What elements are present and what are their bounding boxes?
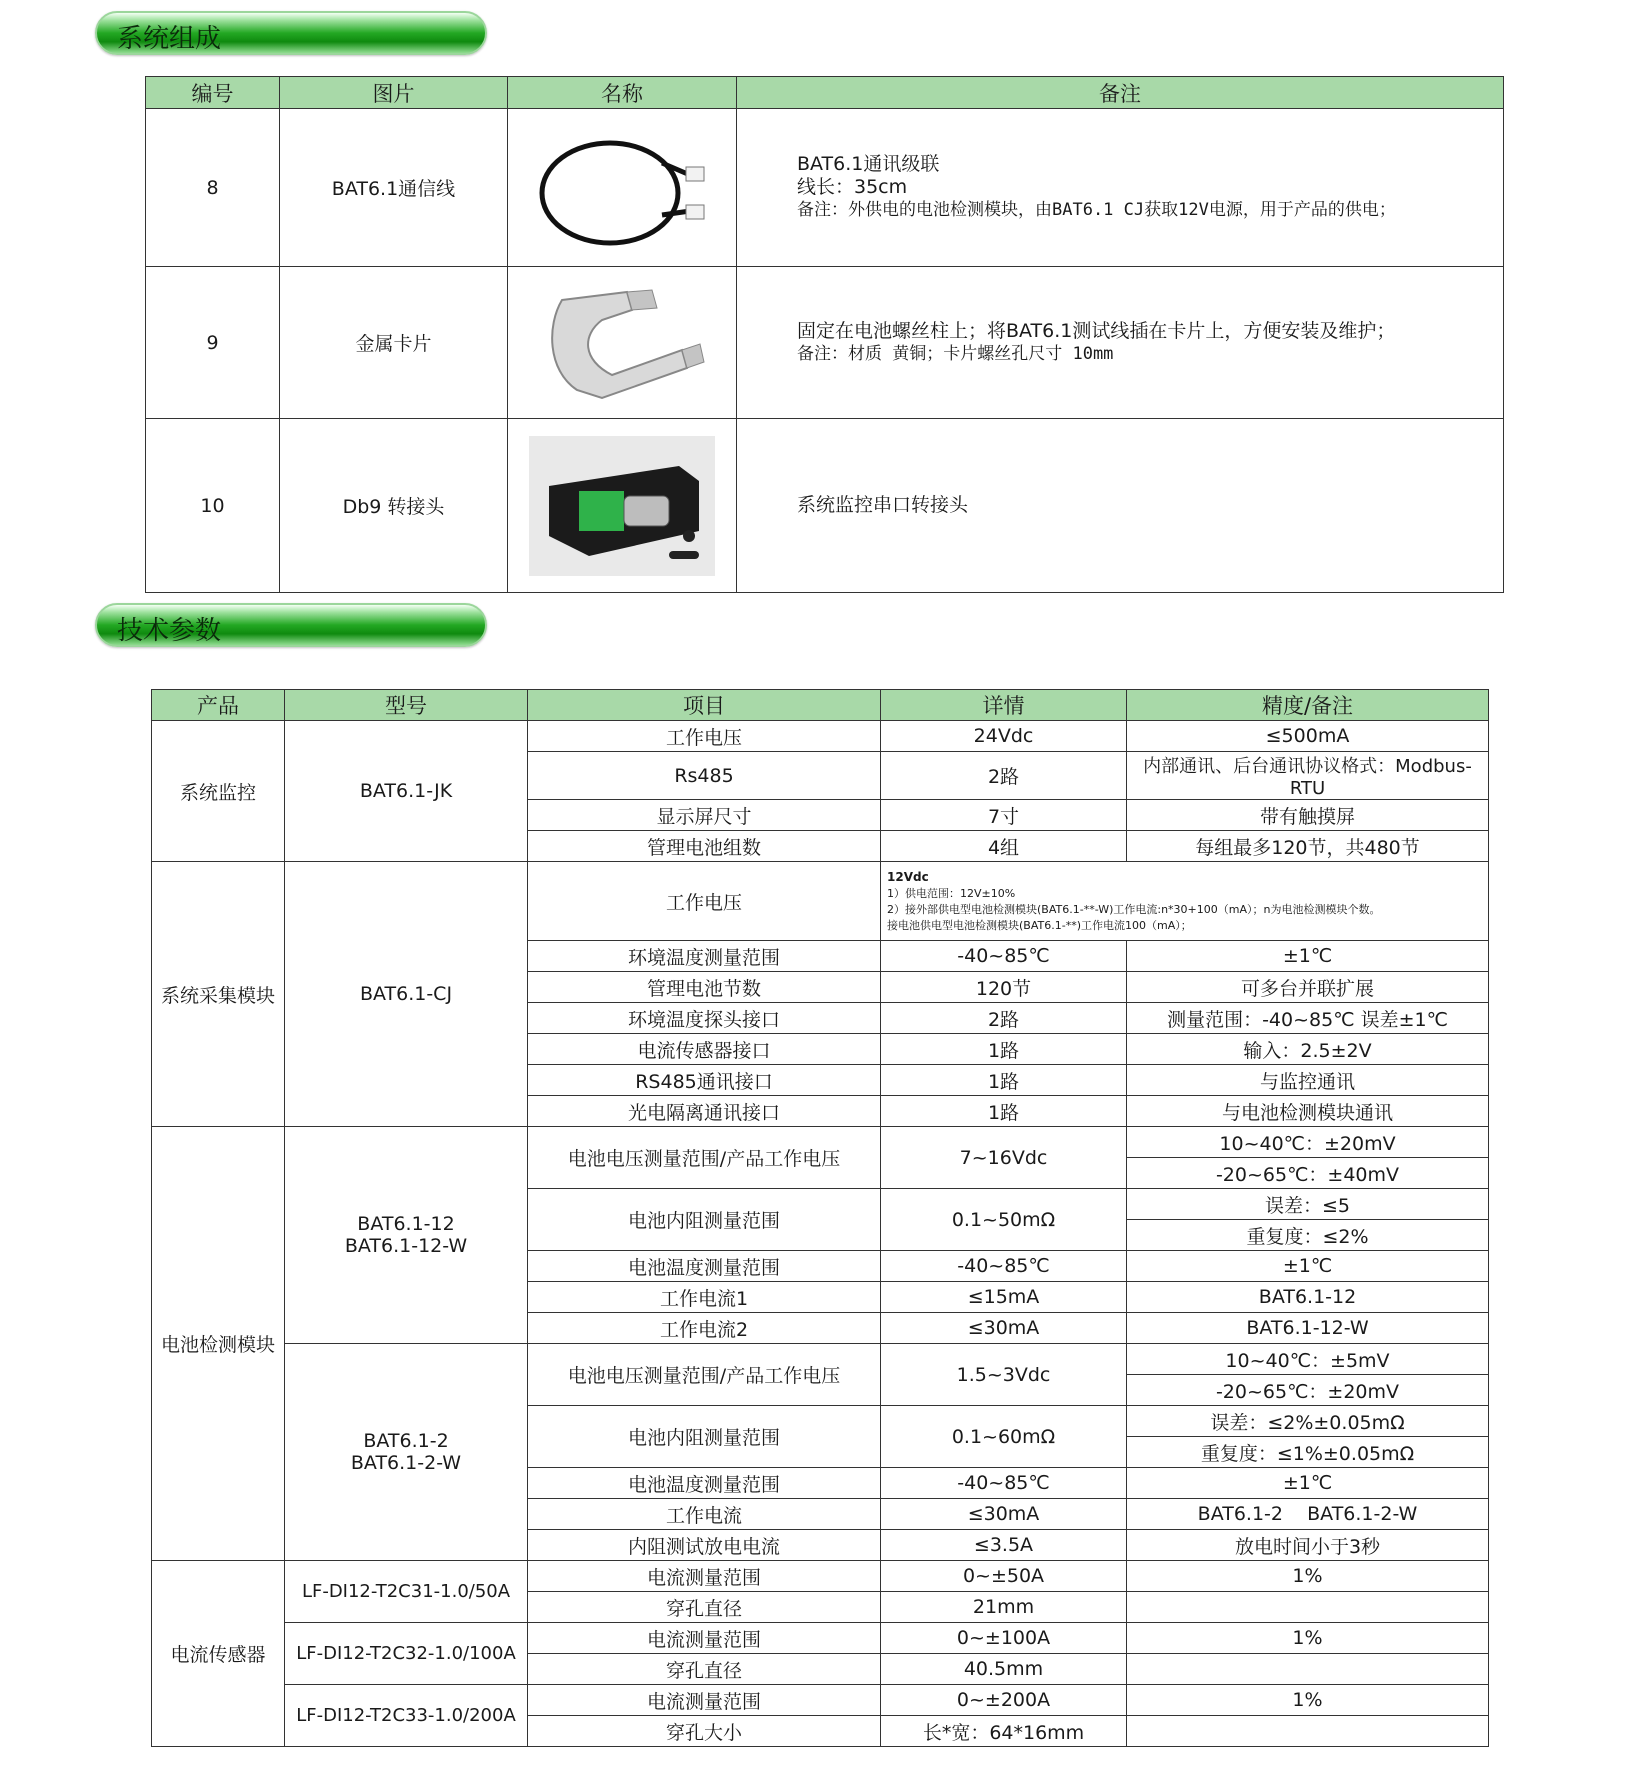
note-cell: ±1℃: [1127, 1251, 1489, 1282]
detail-cell: ≤30mA: [881, 1313, 1127, 1344]
table-row: [152, 721, 1489, 752]
item-cell: 穿孔直径: [528, 1654, 881, 1685]
item-note: [737, 419, 1504, 593]
table-row: [152, 1561, 1489, 1592]
table-header-row: [152, 690, 1489, 721]
note-line: 固定在电池螺丝柱上；将BAT6.1测试线插在卡片上，方便安装及维护；: [797, 319, 1396, 342]
product-cell: 系统监控: [152, 721, 285, 862]
note-cell: 10~40℃：±20mV: [1127, 1127, 1489, 1158]
header-cell: 备注: [737, 77, 1504, 109]
section-banner-system-composition: [95, 11, 487, 55]
note-title: 12Vdc: [887, 869, 929, 884]
item-cell: 穿孔大小: [528, 1716, 881, 1747]
section-title: 技术参数: [117, 616, 222, 646]
item-cell: 工作电流: [528, 1499, 881, 1530]
item-number: 9: [146, 267, 280, 419]
detail-cell: 2路: [881, 1003, 1127, 1034]
detail-cell: -40~85℃: [881, 1251, 1127, 1282]
section-title: 系统组成: [117, 24, 222, 54]
product-cell: 电池检测模块: [152, 1127, 285, 1561]
detail-cell: -40~85℃: [881, 1468, 1127, 1499]
model-cell: BAT6.1-CJ: [285, 862, 528, 1127]
note-line: 备注：材质 黄铜；卡片螺丝孔尺寸 10mm: [797, 343, 1114, 364]
header-cell: 精度/备注: [1127, 690, 1489, 721]
note-line: 线长：35cm: [797, 176, 908, 198]
detail-cell: 7~16Vdc: [881, 1127, 1127, 1189]
item-cell: 管理电池组数: [528, 831, 881, 862]
model-cell: BAT6.1-JK: [285, 721, 528, 862]
table-row: [152, 1685, 1489, 1716]
note-cell: 内部通讯、后台通讯协议格式：Modbus-RTU: [1127, 752, 1489, 800]
item-number: 10: [146, 419, 280, 593]
model-line: BAT6.1-2-W: [350, 1452, 462, 1474]
detail-cell: 40.5mm: [881, 1654, 1127, 1685]
detail-cell: 0.1~50mΩ: [881, 1189, 1127, 1251]
item-name: 金属卡片: [280, 267, 508, 419]
detail-cell: 24Vdc: [881, 721, 1127, 752]
item-image: [508, 109, 737, 267]
note-cell: 误差：≤5: [1127, 1189, 1489, 1220]
model-line: BAT6.1-2: [363, 1430, 449, 1452]
note-cell: ≤500mA: [1127, 721, 1489, 752]
note-cell: 测量范围：-40~85℃ 误差±1℃: [1127, 1003, 1489, 1034]
item-cell: 电池内阻测量范围: [528, 1406, 881, 1468]
item-cell: RS485通讯接口: [528, 1065, 881, 1096]
detail-cell: 4组: [881, 831, 1127, 862]
table-row: [152, 1623, 1489, 1654]
detail-cell: 0~±50A: [881, 1561, 1127, 1592]
table-row: [146, 109, 1504, 267]
header-cell: 编号: [146, 77, 280, 109]
note-cell: 重复度：≤2%: [1127, 1220, 1489, 1251]
table-row: [152, 1127, 1489, 1158]
header-cell: 产品: [152, 690, 285, 721]
item-name: BAT6.1通信线: [280, 109, 508, 267]
note-cell: BAT6.1-12: [1127, 1282, 1489, 1313]
note-line: 1）供电范围：12V±10%: [887, 886, 1016, 900]
note-cell: 1%: [1127, 1561, 1489, 1592]
item-cell: 电池电压测量范围/产品工作电压: [528, 1127, 881, 1189]
table-header-row: [146, 77, 1504, 109]
model-cell: LF-DI12-T2C32-1.0/100A: [285, 1623, 528, 1685]
detail-cell: 1.5~3Vdc: [881, 1344, 1127, 1406]
note-cell: 重复度：≤1%±0.05mΩ: [1127, 1437, 1489, 1468]
item-cell: 光电隔离通讯接口: [528, 1096, 881, 1127]
item-cell: 管理电池节数: [528, 972, 881, 1003]
metal-clip-icon: [532, 280, 712, 405]
note-cell: BAT6.1-2 BAT6.1-2-W: [1127, 1499, 1489, 1530]
table-row: [152, 1344, 1489, 1375]
note-cell: 1%: [1127, 1685, 1489, 1716]
model-line: BAT6.1-12: [357, 1213, 455, 1235]
item-cell: 工作电流1: [528, 1282, 881, 1313]
item-cell: 显示屏尺寸: [528, 800, 881, 831]
table-row: [152, 862, 1489, 941]
detail-cell: 0~±200A: [881, 1685, 1127, 1716]
detail-cell: ≤30mA: [881, 1499, 1127, 1530]
note-cell: -20~65℃：±40mV: [1127, 1158, 1489, 1189]
item-cell: 环境温度测量范围: [528, 941, 881, 972]
db9-adapter-icon: [529, 436, 715, 576]
item-cell: 电流测量范围: [528, 1561, 881, 1592]
item-image: [508, 267, 737, 419]
item-cell: 内阻测试放电电流: [528, 1530, 881, 1561]
table-row: [146, 267, 1504, 419]
note-cell: 输入：2.5±2V: [1127, 1034, 1489, 1065]
item-cell: 工作电流2: [528, 1313, 881, 1344]
note-cell: ±1℃: [1127, 1468, 1489, 1499]
note-cell: 带有触摸屏: [1127, 800, 1489, 831]
detail-cell: -40~85℃: [881, 941, 1127, 972]
item-cell: 电池温度测量范围: [528, 1468, 881, 1499]
item-cell: 电池温度测量范围: [528, 1251, 881, 1282]
model-cell: LF-DI12-T2C33-1.0/200A: [285, 1685, 528, 1747]
item-name: Db9 转接头: [280, 419, 508, 593]
item-note: [737, 267, 1504, 419]
item-cell: 工作电压: [528, 721, 881, 752]
detail-cell: 长*宽：64*16mm: [881, 1716, 1127, 1747]
model-cell: [285, 1127, 528, 1344]
detail-cell: 0.1~60mΩ: [881, 1406, 1127, 1468]
item-image: [508, 419, 737, 593]
item-number: 8: [146, 109, 280, 267]
note-cell: 误差：≤2%±0.05mΩ: [1127, 1406, 1489, 1437]
item-cell: 电池内阻测量范围: [528, 1189, 881, 1251]
product-cell: 系统采集模块: [152, 862, 285, 1127]
item-cell: 电流测量范围: [528, 1623, 881, 1654]
note-line: 备注：外供电的电池检测模块，由BAT6.1 CJ获取12V电源，用于产品的供电；: [797, 200, 1396, 220]
header-cell: 图片: [280, 77, 508, 109]
header-cell: 详情: [881, 690, 1127, 721]
voltage-note-cell: [881, 862, 1489, 941]
item-cell: 工作电压: [528, 862, 881, 941]
note-cell: [1127, 1654, 1489, 1685]
header-cell: 名称: [508, 77, 737, 109]
item-cell: 电池电压测量范围/产品工作电压: [528, 1344, 881, 1406]
note-line: 2）接外部供电型电池检测模块(BAT6.1-**-W)工作电流:n*30+100（mA）；n为电池检测模块个数。: [887, 902, 1381, 916]
note-line: 接电池供电型电池检测模块(BAT6.1-**)工作电流100（mA）；: [887, 918, 1192, 932]
note-line: BAT6.1通讯级联: [797, 153, 940, 175]
note-line: 系统监控串口转接头: [797, 494, 969, 516]
item-cell: 环境温度探头接口: [528, 1003, 881, 1034]
components-table: [145, 76, 1504, 593]
item-note: [737, 109, 1504, 267]
note-cell: [1127, 1716, 1489, 1747]
note-cell: [1127, 1592, 1489, 1623]
item-cell: Rs485: [528, 752, 881, 800]
item-cell: 电流测量范围: [528, 1685, 881, 1716]
model-line: BAT6.1-12-W: [344, 1235, 468, 1257]
note-cell: -20~65℃：±20mV: [1127, 1375, 1489, 1406]
tech-params-table: [151, 689, 1489, 1747]
detail-cell: 120节: [881, 972, 1127, 1003]
detail-cell: 7寸: [881, 800, 1127, 831]
cable-icon: [532, 123, 712, 253]
detail-cell: ≤15mA: [881, 1282, 1127, 1313]
note-cell: 与监控通讯: [1127, 1065, 1489, 1096]
note-cell: ±1℃: [1127, 941, 1489, 972]
note-cell: 与电池检测模块通讯: [1127, 1096, 1489, 1127]
section-banner-tech-params: [95, 603, 487, 647]
detail-cell: ≤3.5A: [881, 1530, 1127, 1561]
detail-cell: 2路: [881, 752, 1127, 800]
header-cell: 型号: [285, 690, 528, 721]
header-cell: 项目: [528, 690, 881, 721]
model-cell: LF-DI12-T2C31-1.0/50A: [285, 1561, 528, 1623]
item-cell: 穿孔直径: [528, 1592, 881, 1623]
detail-cell: 1路: [881, 1034, 1127, 1065]
detail-cell: 1路: [881, 1065, 1127, 1096]
detail-cell: 0~±100A: [881, 1623, 1127, 1654]
table-row: [146, 419, 1504, 593]
note-cell: 每组最多120节，共480节: [1127, 831, 1489, 862]
detail-cell: 1路: [881, 1096, 1127, 1127]
product-cell: 电流传感器: [152, 1561, 285, 1747]
note-cell: BAT6.1-12-W: [1127, 1313, 1489, 1344]
detail-cell: 21mm: [881, 1592, 1127, 1623]
item-cell: 电流传感器接口: [528, 1034, 881, 1065]
note-cell: 放电时间小于3秒: [1127, 1530, 1489, 1561]
note-cell: 1%: [1127, 1623, 1489, 1654]
note-cell: 可多台并联扩展: [1127, 972, 1489, 1003]
model-cell: [285, 1344, 528, 1561]
note-cell: 10~40℃：±5mV: [1127, 1344, 1489, 1375]
